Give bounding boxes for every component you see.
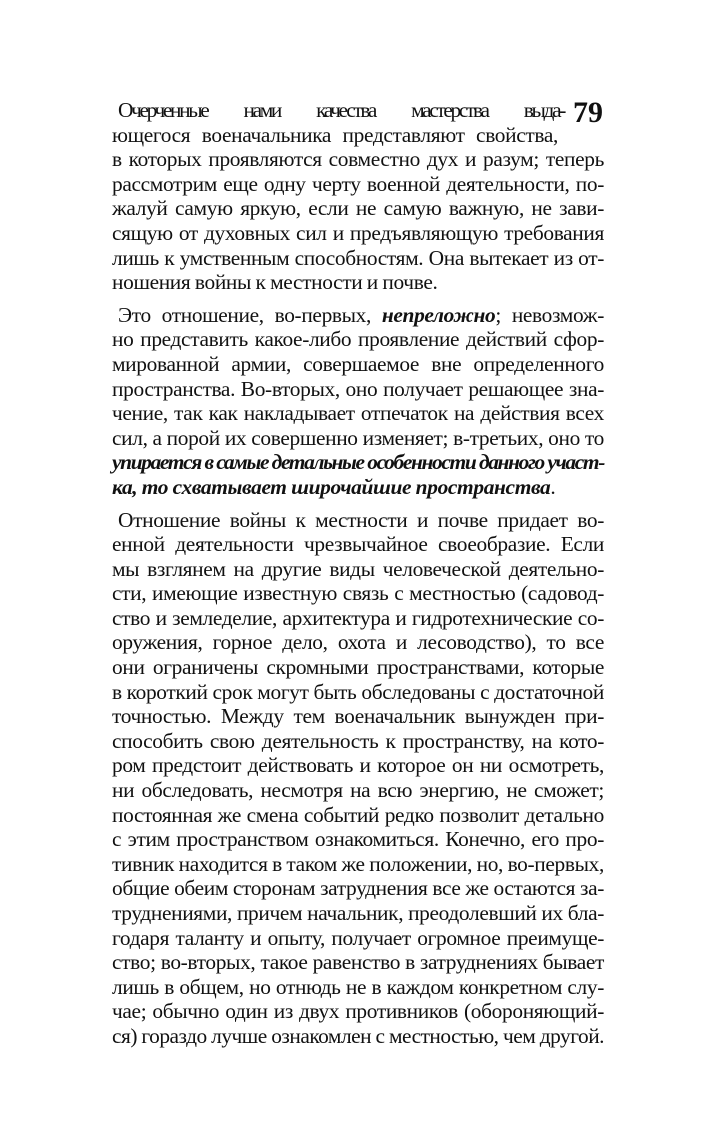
text-line: сти, имеющие известную связь с местностью (садовод-: [112, 581, 604, 606]
text-line: годаря таланту и опыту, получает огромное преимуще-: [112, 925, 604, 950]
text-run: Это отношение, во-первых,: [118, 302, 382, 327]
text-line: ношения войны к местности и почве.: [112, 270, 438, 295]
emphasized-text: ка, то схватывает широчайшие пространства: [112, 474, 551, 499]
emphasized-text: непреложно: [381, 302, 496, 327]
text-line: [112, 475, 604, 500]
text-line: в которых проявляются совместно дух и разум; теперь: [112, 147, 604, 172]
text-line: они ограничены скромными пространствами, которые: [112, 655, 604, 680]
text-line: постоянная же смена событий редко позволит детально: [112, 802, 604, 827]
text-line: рассмотрим еще одну черту военной деятельности, по-: [112, 171, 604, 196]
text-line: способить свою деятельность к пространству, на кото-: [112, 728, 604, 753]
text-line: тивник находится в таком же положении, но, во-первых,: [112, 851, 604, 876]
text-line: мы взглянем на другие виды человеческой деятельно-: [112, 556, 604, 581]
text-line: труднениями, причем начальник, преодолевший их бла-: [112, 901, 604, 925]
text-line: ство и земледелие, архитектура и гидротехнические со-: [112, 605, 604, 630]
text-run: ; невозмож-: [495, 302, 605, 327]
text-line: с этим пространством ознакомиться. Конечно, его про-: [112, 827, 604, 852]
text-line: в короткий срок могут быть обследованы с достаточной: [112, 679, 604, 704]
text-line: [112, 303, 604, 328]
text-line: ром предстоит действовать и которое он ни осмотреть,: [112, 753, 604, 778]
text-line: пространства. Во-вторых, оно получает решающее зна-: [112, 376, 604, 401]
text-run: .: [550, 474, 556, 499]
text-line: сящую от духовных сил и предъявляющую требования: [112, 220, 604, 245]
text-line: общие обеим сторонам затруднения все же остаются за-: [112, 876, 604, 901]
text-line: [112, 450, 604, 475]
text-line: лишь в общем, но отнюдь не в каждом конкретном слу-: [112, 974, 604, 999]
text-line: мированной армии, совершаемое вне определенного: [112, 351, 604, 376]
paragraph-1: [112, 98, 604, 295]
text-line: точностью. Между тем военачальник вынужден при-: [112, 704, 604, 729]
text-line: оружения, горное дело, охота и лесоводство), то все: [112, 630, 604, 655]
paragraph-3: [112, 508, 604, 1049]
text-line: енной деятельности чрезвычайное своеобразие. Если: [112, 532, 604, 557]
page-number: 79: [573, 96, 603, 129]
text-line: но представить какое-либо проявление действий сфор-: [112, 327, 604, 352]
text-line: жалуй самую яркую, если не самую важную, не зави-: [112, 196, 604, 221]
text-line: Отношение войны к местности и почве придает во-: [118, 507, 604, 532]
text-line: ющегося военачальника представляют свойства,: [112, 122, 558, 147]
paragraph-2: [112, 303, 604, 500]
text-line: Очерченные нами качества мастерства выда-: [118, 98, 564, 122]
text-line: сил, а порой их совершенно изменяет; в-третьих, оно то: [112, 425, 604, 450]
text-line: чае; обычно один из двух противников (обороняющий-: [112, 999, 604, 1024]
emphasized-text: упирается в самые детальные особенности данного участ-: [112, 450, 604, 475]
text-line: ни обследовать, несмотря на всю энергию, не сможет;: [112, 778, 604, 803]
text-line: лишь к умственным способностям. Она вытекает из от-: [112, 245, 604, 270]
text-line: чение, так как накладывает отпечаток на действия всех: [112, 401, 604, 426]
text-line: ство; во-вторых, такое равенство в затруднениях бывает: [112, 950, 604, 975]
text-line: ся) гораздо лучше ознакомлен с местностью, чем другой.: [112, 1023, 604, 1048]
page-body: [112, 98, 604, 1057]
